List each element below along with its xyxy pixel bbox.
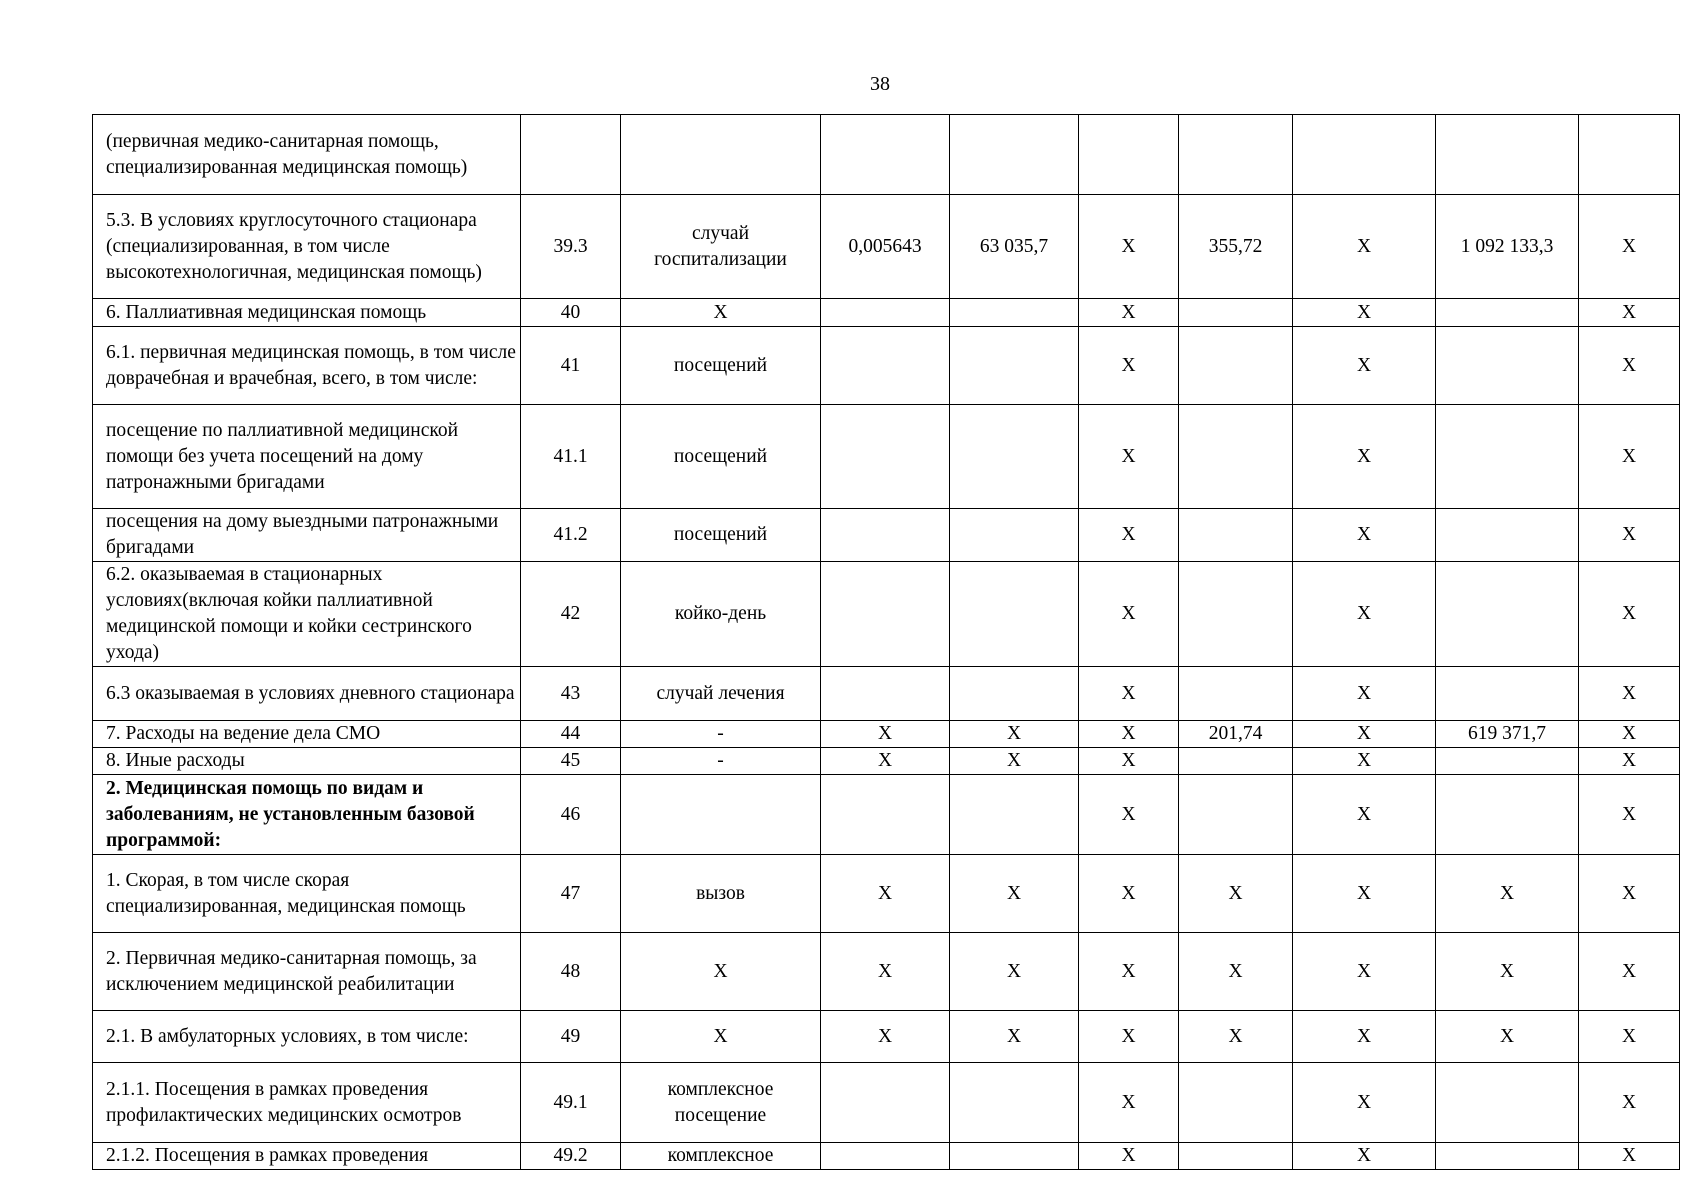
row-name: (первичная медико-санитарная помощь, специализированная медицинская помощь): [93, 115, 521, 195]
table-row: [93, 1011, 1680, 1063]
row-number: 49: [521, 1011, 621, 1063]
row-value-4: Х: [1179, 855, 1293, 933]
row-unit: -: [621, 748, 821, 775]
row-value-4: [1179, 327, 1293, 405]
table-row: [93, 855, 1680, 933]
row-value-5: Х: [1293, 195, 1436, 299]
row-value-3: [1079, 115, 1179, 195]
row-value-1: Х: [821, 933, 950, 1011]
row-name: 8. Иные расходы: [93, 748, 521, 775]
row-value-3: Х: [1079, 748, 1179, 775]
row-value-2: [950, 1063, 1079, 1143]
row-value-5: Х: [1293, 327, 1436, 405]
row-value-6: [1436, 775, 1579, 855]
row-value-3: Х: [1079, 933, 1179, 1011]
table-row: [93, 748, 1680, 775]
page-number: 38: [870, 73, 890, 95]
row-value-7: Х: [1579, 299, 1680, 327]
row-name: 6. Паллиативная медицинская помощь: [93, 299, 521, 327]
row-value-5: Х: [1293, 405, 1436, 509]
row-value-5: Х: [1293, 933, 1436, 1011]
row-value-2: [950, 667, 1079, 721]
row-value-6: [1436, 667, 1579, 721]
row-value-2: 63 035,7: [950, 195, 1079, 299]
row-number: 44: [521, 721, 621, 748]
table-row: [93, 195, 1680, 299]
row-value-7: Х: [1579, 1011, 1680, 1063]
row-value-5: Х: [1293, 562, 1436, 667]
table-row: [93, 509, 1680, 562]
row-value-2: Х: [950, 1011, 1079, 1063]
table-row: [93, 1063, 1680, 1143]
table-row: [93, 933, 1680, 1011]
row-unit: Х: [621, 299, 821, 327]
table-row: [93, 721, 1680, 748]
row-number: 49.1: [521, 1063, 621, 1143]
row-value-7: Х: [1579, 748, 1680, 775]
row-name: посещение по паллиативной медицинской помощи без учета посещений на дому патронажными бригадами: [93, 405, 521, 509]
row-name: 2. Первичная медико-санитарная помощь, за исключением медицинской реабилитации: [93, 933, 521, 1011]
row-value-1: Х: [821, 748, 950, 775]
row-value-7: Х: [1579, 933, 1680, 1011]
row-unit: комплексное посещение: [621, 1063, 821, 1143]
row-number: 40: [521, 299, 621, 327]
table-row: [93, 405, 1680, 509]
row-value-7: Х: [1579, 855, 1680, 933]
row-value-5: Х: [1293, 1143, 1436, 1170]
row-value-1: [821, 327, 950, 405]
row-value-4: Х: [1179, 1011, 1293, 1063]
row-number: 41.2: [521, 509, 621, 562]
row-value-6: [1436, 299, 1579, 327]
row-unit: случай госпитализации: [621, 195, 821, 299]
row-value-7: Х: [1579, 405, 1680, 509]
row-value-4: [1179, 667, 1293, 721]
row-name: 2.1.1. Посещения в рамках проведения профилактических медицинских осмотров: [93, 1063, 521, 1143]
row-value-6: [1436, 327, 1579, 405]
row-value-7: Х: [1579, 509, 1680, 562]
row-value-1: [821, 299, 950, 327]
row-value-5: Х: [1293, 775, 1436, 855]
row-value-2: [950, 775, 1079, 855]
row-value-4: [1179, 115, 1293, 195]
row-value-3: Х: [1079, 299, 1179, 327]
row-unit: Х: [621, 933, 821, 1011]
row-value-3: Х: [1079, 562, 1179, 667]
row-value-3: Х: [1079, 1143, 1179, 1170]
row-value-6: Х: [1436, 933, 1579, 1011]
row-value-1: 0,005643: [821, 195, 950, 299]
row-value-5: Х: [1293, 1063, 1436, 1143]
row-unit: случай лечения: [621, 667, 821, 721]
row-name: 2. Медицинская помощь по видам и заболеваниям, не установленным базовой программой:: [93, 775, 521, 855]
row-number: 41: [521, 327, 621, 405]
data-table: [92, 114, 1680, 1170]
row-unit: -: [621, 721, 821, 748]
row-value-1: [821, 115, 950, 195]
row-value-5: Х: [1293, 748, 1436, 775]
row-value-3: Х: [1079, 721, 1179, 748]
row-value-1: Х: [821, 855, 950, 933]
row-value-7: Х: [1579, 562, 1680, 667]
row-value-4: 201,74: [1179, 721, 1293, 748]
row-value-4: [1179, 299, 1293, 327]
row-value-4: [1179, 1143, 1293, 1170]
row-number: 46: [521, 775, 621, 855]
row-value-2: Х: [950, 933, 1079, 1011]
row-value-2: [950, 115, 1079, 195]
table-row: [93, 667, 1680, 721]
row-value-3: Х: [1079, 327, 1179, 405]
row-value-1: [821, 405, 950, 509]
row-value-7: Х: [1579, 1143, 1680, 1170]
row-value-1: Х: [821, 721, 950, 748]
row-number: 39.3: [521, 195, 621, 299]
row-value-6: 1 092 133,3: [1436, 195, 1579, 299]
row-name: 2.1.2. Посещения в рамках проведения: [93, 1143, 521, 1170]
row-value-3: Х: [1079, 775, 1179, 855]
row-value-3: Х: [1079, 195, 1179, 299]
row-value-4: [1179, 775, 1293, 855]
row-unit: вызов: [621, 855, 821, 933]
row-name: 7. Расходы на ведение дела СМО: [93, 721, 521, 748]
row-unit: комплексное: [621, 1143, 821, 1170]
row-value-2: [950, 562, 1079, 667]
row-name: 1. Скорая, в том числе скорая специализированная, медицинская помощь: [93, 855, 521, 933]
row-value-7: [1579, 115, 1680, 195]
row-number: 45: [521, 748, 621, 775]
row-number: 43: [521, 667, 621, 721]
row-value-1: [821, 1143, 950, 1170]
row-value-1: [821, 1063, 950, 1143]
row-value-1: [821, 775, 950, 855]
row-value-3: Х: [1079, 1011, 1179, 1063]
row-value-1: [821, 509, 950, 562]
row-number: 49.2: [521, 1143, 621, 1170]
row-value-1: [821, 667, 950, 721]
table-row: [93, 1143, 1680, 1170]
row-value-2: Х: [950, 721, 1079, 748]
row-value-5: [1293, 115, 1436, 195]
table-row: [93, 775, 1680, 855]
row-number: 41.1: [521, 405, 621, 509]
row-value-5: Х: [1293, 299, 1436, 327]
row-value-7: Х: [1579, 1063, 1680, 1143]
row-value-4: [1179, 509, 1293, 562]
row-value-3: Х: [1079, 855, 1179, 933]
table-row: [93, 115, 1680, 195]
row-value-6: [1436, 562, 1579, 667]
row-value-5: Х: [1293, 509, 1436, 562]
row-value-7: Х: [1579, 667, 1680, 721]
row-number: 47: [521, 855, 621, 933]
row-value-7: Х: [1579, 327, 1680, 405]
row-value-2: Х: [950, 748, 1079, 775]
row-value-6: [1436, 405, 1579, 509]
row-value-6: 619 371,7: [1436, 721, 1579, 748]
row-value-6: Х: [1436, 855, 1579, 933]
row-name: 5.3. В условиях круглосуточного стационара (специализированная, в том числе высокотехнологичная, медицинская помощь): [93, 195, 521, 299]
row-number: 42: [521, 562, 621, 667]
row-value-3: Х: [1079, 1063, 1179, 1143]
row-unit: [621, 115, 821, 195]
row-value-3: Х: [1079, 509, 1179, 562]
table-row: [93, 299, 1680, 327]
row-value-2: [950, 327, 1079, 405]
row-value-1: Х: [821, 1011, 950, 1063]
row-value-2: [950, 405, 1079, 509]
row-unit: посещений: [621, 327, 821, 405]
row-name: 2.1. В амбулаторных условиях, в том числе:: [93, 1011, 521, 1063]
row-unit: [621, 775, 821, 855]
row-value-5: Х: [1293, 667, 1436, 721]
row-value-3: Х: [1079, 405, 1179, 509]
row-value-6: [1436, 1063, 1579, 1143]
row-value-3: Х: [1079, 667, 1179, 721]
row-value-2: [950, 299, 1079, 327]
row-unit: Х: [621, 1011, 821, 1063]
row-value-5: Х: [1293, 855, 1436, 933]
row-unit: посещений: [621, 405, 821, 509]
row-value-4: [1179, 562, 1293, 667]
row-value-5: Х: [1293, 721, 1436, 748]
row-value-6: Х: [1436, 1011, 1579, 1063]
row-value-4: [1179, 1063, 1293, 1143]
row-value-6: [1436, 115, 1579, 195]
row-value-7: Х: [1579, 195, 1680, 299]
row-value-7: Х: [1579, 721, 1680, 748]
row-name: посещения на дому выездными патронажными бригадами: [93, 509, 521, 562]
row-value-4: 355,72: [1179, 195, 1293, 299]
row-value-2: [950, 1143, 1079, 1170]
row-value-7: Х: [1579, 775, 1680, 855]
row-value-4: [1179, 748, 1293, 775]
row-value-5: Х: [1293, 1011, 1436, 1063]
row-name: 6.2. оказываемая в стационарных условиях(включая койки паллиативной медицинской помощи и койки сестринского ухода): [93, 562, 521, 667]
row-value-1: [821, 562, 950, 667]
row-number: 48: [521, 933, 621, 1011]
row-value-4: Х: [1179, 933, 1293, 1011]
row-value-6: [1436, 509, 1579, 562]
table-row: [93, 562, 1680, 667]
row-unit: посещений: [621, 509, 821, 562]
row-unit: койко-день: [621, 562, 821, 667]
table-row: [93, 327, 1680, 405]
row-name: 6.3 оказываемая в условиях дневного стационара: [93, 667, 521, 721]
row-value-2: Х: [950, 855, 1079, 933]
row-name: 6.1. первичная медицинская помощь, в том числе доврачебная и врачебная, всего, в том числе:: [93, 327, 521, 405]
row-number: [521, 115, 621, 195]
row-value-6: [1436, 1143, 1579, 1170]
row-value-6: [1436, 748, 1579, 775]
row-value-2: [950, 509, 1079, 562]
row-value-4: [1179, 405, 1293, 509]
